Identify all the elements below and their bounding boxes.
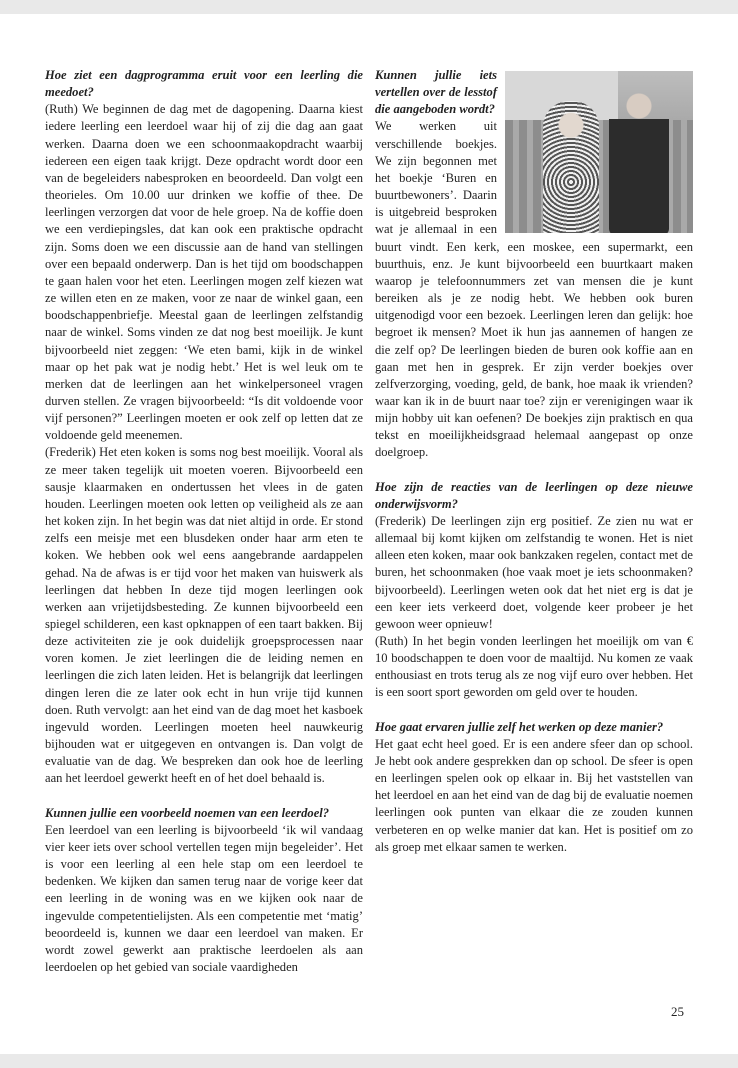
question-lesson-material: Kunnen jullie iets vertellen over de lesstof die aangeboden wordt? — [375, 68, 497, 117]
answer-daily-program-frederik: (Frederik) Het eten koken is soms nog best moeilijk. Vooral als ze meer taken tegelijk uit moeten voeren. Bijvoorbeeld een sausje klaarmaken en ondertussen het vlees in de gaten houden. Leerlingen moeten ook letten op veiligheid als ze aan het koken zijn. In het begin was dat niet altijd in orde. Er stond zelfs een meisje met een blusdeken onder haar arm eten te koken. We hebben ook wel eens aangebrande aardappelen gehad. Na de afwas is er tijd voor het maken van huiswerk als leerlingen dat hebben In deze tijd mogen leerlingen ook werken aan vrijetijdsbesteding. Ze kunnen bijvoorbeeld een spiegel schilderen, een kast opknappen of een taart bakken. Bij deze activiteiten zie je ook duidelijk groepsprocessen naar voren komen. Je ziet leerlingen die de leiding nemen en leerlingen die zich laten leiden. Het is belangrijk dat leerlingen dingen leren die ze later ook echt in hun vrije tijd kunnen doen. Ruth vervolgt: aan het eind van de dag moet het kasboek ingevuld worden. Leerlingen moeten heel nauwkeurig bijhouden wat er uitgegeven en ontvangen is. Dan volgt de evaluatie van de dag. We bespreken dan ook hoe de leerling aan het leerdoel gewerkt heeft en of het doel behaald is. — [45, 445, 363, 786]
question-student-reactions: Hoe zijn de reacties van de leerlingen op deze nieuwe onderwijsvorm? — [375, 479, 693, 511]
photo-ruth-and-frederik — [505, 71, 693, 233]
question-own-experience: Hoe gaat ervaren jullie zelf het werken op deze manier? — [375, 719, 664, 734]
answer-own-experience: Het gaat echt heel goed. Er is een andere sfeer dan op school. Je hebt ook andere gesprekken dan op school. De sfeer is open en leerlingen spelen ook op elkaar in. Bij het vaststellen van het leerdoel en aan het eind van de dag bij de evaluatie noemen leerlingen ook punten van elkaar die ze zouden kunnen verbeteren en op welke manier dat kan. Het is positief om zo als groep met elkaar samen te werken. — [375, 736, 693, 854]
answer-student-reactions-ruth: (Ruth) In het begin vonden leerlingen het moeilijk om van € 10 boodschappen te doen voor de maaltijd. Nu komen ze vaak enthousiast en trots terug als ze nog vijf euro over hebben. Het is een soort sport geworden om geld over te houden. — [375, 634, 693, 700]
answer-student-reactions-frederik: (Frederik) De leerlingen zijn erg positief. Ze zien nu wat er allemaal bij komt kijken om zelfstandig te wonen. Het is niet alleen eten koken, maar ook bankzaken regelen, contact met de buren, het schoonmaken (hoe vaak moet je iets schoonmaken? bijvoorbeeld). Leerlingen weten ook dat het niet erg is dat je een keer iets verkeerd doet, volgende keer probeer je het gewoon weer opnieuw! — [375, 513, 693, 631]
answer-lesson-material: We werken uit verschillende boekjes. We zijn begonnen met het boekje ‘Buren en buurtbewoners’. Daarin is uitgebreid besproken wat je allemaal in een buurt vindt. Een kerk, een moskee, een supermarkt, een buurthuis, enz. Je kunt bijvoorbeeld een buurtkaart maken waarop je telefoonnummers zet van mensen die je kunt bereiken als je ze nodig hebt. We hebben ook buren uitgenodigd voor een bezoek. Leerlingen leren dan gelijk: hoe begroet ik mensen? Moet ik hun jas aannemen of hangen ze die zelf op? De leerlingen bieden de buren ook koffie aan en gaan met hen in gesprek. Er zijn verder boekjes over zelfverzorging, voeding, geld, de bank, hoe maak ik vrienden? waar kan ik in de buurt naar toe? zijn er verenigingen waar ik mijn hobby uit kan oefenen? De boekjes zijn praktisch en qua tekst en moeilijkheidsgraad helemaal aangepast op onze doelgroep. — [375, 119, 693, 460]
left-column — [45, 67, 363, 976]
answer-daily-program-ruth: (Ruth) We beginnen de dag met de dagopening. Daarna kiest iedere leerling een leerdoel waar hij of zij die dag aan gaat werken. Daarna doen we een schoonmaakopdracht waarbij iedereen een eigen taak krijgt. Deze opdracht wordt door een van de begeleiders nabesproken en beoordeeld. Dan volgt een theorieles. Om 10.00 uur drinken we koffie of thee. De leerlingen verzorgen dat voor de hele groep. Na de koffie doen we een verdiepingsles, dat kan ook een praktische opdracht zijn. Soms doen we een discussie aan de hand van stellingen over een bepaald onderwerp. Dan is het tijd om boodschappen te gaan halen voor het eten. Leerlingen mogen zelf kiezen wat ze willen eten en ze maken, voor ze naar de winkel gaan, een boodschappenbriefje. Meestal gaan de leerlingen zelfstandig naar de winkel. Soms vinden ze dat nog best moeilijk. Je kunt bijvoorbeeld niet zeggen: ‘We eten bami, kijk in de winkel maar op het pak wat je nodig hebt.’ Het is wel leuk om te merken dat de leerlingen aan het winkelpersoneel vragen durven stellen. Ze vragen bijvoorbeeld: “Is dit voldoende voor vijf personen?” Leerlingen moeten er ook zelf op letten dat ze voldoende geld meenemen. — [45, 102, 363, 443]
page-number: 25 — [671, 1004, 684, 1019]
page — [0, 14, 738, 1054]
question-learning-goal: Kunnen jullie een voorbeeld noemen van een leerdoel? — [45, 805, 330, 820]
question-daily-program: Hoe ziet een dagprogramma eruit voor een leerling die meedoet? — [45, 68, 363, 100]
right-column — [375, 67, 693, 856]
answer-learning-goal: Een leerdoel van een leerling is bijvoorbeeld ‘ik wil vandaag vier keer iets over school vertellen tegen mijn begeleider’. Het is voor een leerling al een hele stap om een leerdoel te bedenken. We kijken dan samen terug naar de vorige keer dat een leerling in de woning was en we kijken ook naar de ingevulde competentielijsten. Als een competentie met ‘matig’ beoordeeld is, kunnen we daar een leerdoel van maken. Er wordt zowel gewerkt aan praktische leerdoelen als aan leerdoelen op het gebied van sociale vaardigheden — [45, 822, 363, 974]
